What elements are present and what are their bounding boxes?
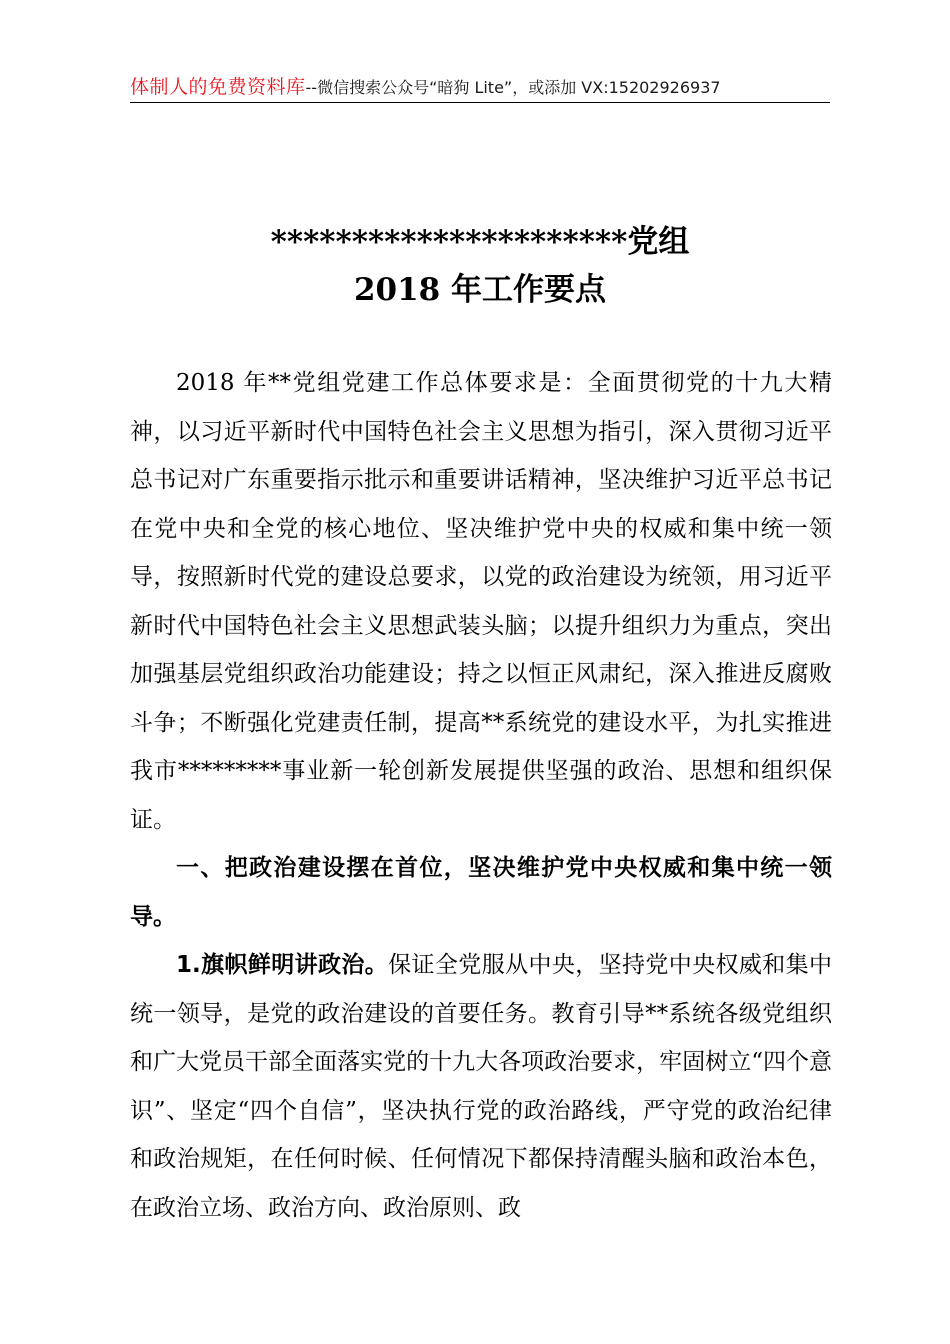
header-note: --微信搜索公众号“暗狗 Lite”，或添加 VX:15202926937 bbox=[305, 78, 721, 97]
item-paragraph-1 bbox=[130, 941, 832, 1232]
document-body bbox=[130, 359, 832, 1232]
document-title-line1: **********************党组 bbox=[270, 224, 690, 260]
page-header bbox=[130, 72, 830, 103]
intro-paragraph: 2018 年**党组党建工作总体要求是：全面贯彻党的十九大精神，以习近平新时代中国特色社会主义思想为指引，深入贯彻习近平总书记对广东重要指示批示和重要讲话精神，坚决维护习近平总书记在党中央和全党的核心地位、坚决维护党中央的权威和集中统一领导，按照新时代党的建设总要求，以党的政治建设为统领，用习近平新时代中国特色社会主义思想武装头脑；以提升组织力为重点，突出加强基层党组织政治功能建设；持之以恒正风肃纪，深入推进反腐败斗争；不断强化党建责任制，提高**系统党的建设水平，为扎实推进我市*********事业新一轮创新发展提供坚强的政治、思想和组织保证。 bbox=[130, 370, 832, 833]
item-text-1: 保证全党服从中央，坚持党中央权威和集中统一领导，是党的政治建设的首要任务。教育引导**系统各级党组织和广大党员干部全面落实党的十九大各项政治要求，牢固树立“四个意识”、坚定“四个自信”，坚决执行党的政治路线，严守党的政治纪律和政治规矩，在任何时候、任何情况下都保持清醒头脑和政治本色，在政治立场、政治方向、政治原则、政 bbox=[130, 952, 833, 1221]
item-lead-1: 1.旗帜鲜明讲政治。 bbox=[176, 952, 389, 978]
section-heading-1: 一、把政治建设摆在首位，坚决维护党中央权威和集中统一领导。 bbox=[130, 855, 832, 930]
document-title-line2: 2018 年工作要点 bbox=[353, 272, 607, 308]
header-brand: 体制人的免费资料库 bbox=[130, 76, 306, 98]
